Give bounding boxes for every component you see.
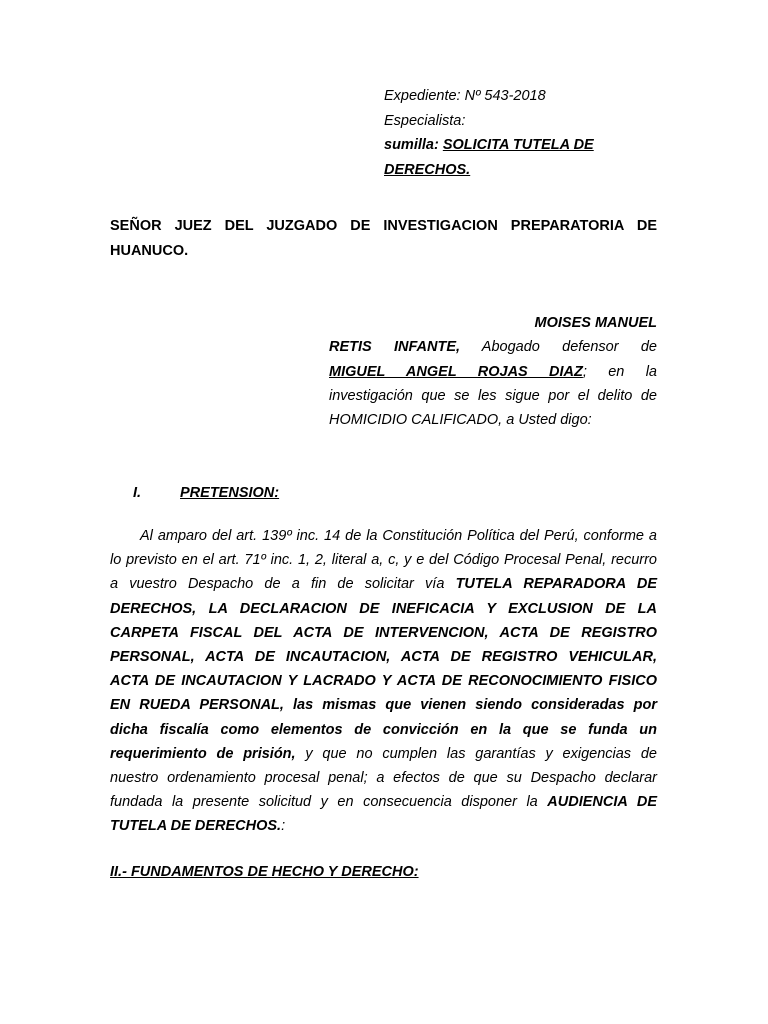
body-line-1: Al amparo del art. 139º inc. 14 de la Constitución Política del Perú, conforme a [140, 528, 657, 544]
pretension-paragraph [110, 524, 657, 839]
body-line-8 [110, 693, 657, 717]
body-line-8-bold: EN RUEDA PERSONAL, [110, 697, 284, 714]
body-line-10-bold: requerimiento de prisión, [110, 745, 296, 762]
case-header [384, 84, 684, 182]
summary [384, 133, 684, 158]
body-line-12-text: fundada la presente solicitud y en consecuencia disponer la [110, 794, 548, 811]
body-line-3-bold: TUTELA REPARADORA DE [455, 576, 657, 593]
party-line-2 [329, 335, 657, 359]
body-line-4: DERECHOS, LA DECLARACION DE INEFICACIA Y EXCLUSION DE LA [110, 600, 657, 617]
party-line-5: HOMICIDIO CALIFICADO, a Usted digo: [329, 412, 592, 429]
specialist-label: Especialista: [384, 112, 466, 129]
summary-continuation [384, 158, 684, 183]
body-line-13 [110, 814, 657, 838]
body-line-10-rest: y que no cumplen las garantías y exigencias de [295, 745, 657, 762]
body-line-13-rest: : [281, 818, 286, 835]
section-1-heading [133, 482, 279, 504]
body-line-8-rest: las mismas que vienen siendo consideradas por [283, 697, 657, 714]
section-1-title: PRETENSION: [180, 485, 280, 501]
case-number: Expediente: Nº 543-2018 [384, 88, 546, 104]
summary-value-2: DERECHOS. [384, 161, 471, 178]
summary-value: SOLICITA TUTELA DE [442, 137, 594, 153]
body-line-11: nuestro ordenamiento procesal penal; a efectos de que su Despacho declarar [110, 770, 657, 787]
party-line-3 [329, 360, 657, 384]
section-1-number: I. [133, 485, 142, 501]
lawyer-surname: RETIS INFANTE, [329, 339, 461, 356]
section-2-heading: II.- FUNDAMENTOS DE HECHO Y DERECHO: [110, 864, 419, 880]
appearing-party [329, 311, 657, 432]
body-line-12 [110, 790, 657, 814]
body-line-5: CARPETA FISCAL DEL ACTA DE INTERVENCION, ACTA DE REGISTRO [110, 624, 657, 641]
body-line-9: dicha fiscalía como elementos de convicción en la que se funda un [110, 721, 657, 738]
party-line-1: MOISES MANUEL [534, 315, 657, 331]
party-line-3-rest: ; en la [582, 363, 657, 380]
body-line-3-text: a vuestro Despacho de a fin de solicitar vía [110, 576, 456, 593]
body-line-12-bold: AUDIENCIA DE [547, 794, 657, 811]
party-line-4: investigación que se les sigue por el delito de [329, 387, 657, 404]
summary-label: sumilla: [384, 137, 443, 153]
body-line-2: lo previsto en el art. 71º inc. 1, 2, literal a, c, y e del Código Procesal Penal, recurro [110, 552, 657, 569]
body-line-3 [110, 572, 657, 596]
addressee-line-2: HUANUCO. [110, 243, 189, 259]
body-line-10 [110, 742, 657, 766]
client-name: MIGUEL ANGEL ROJAS DIAZ [329, 363, 583, 380]
body-line-7: ACTA DE INCAUTACION Y LACRADO Y ACTA DE RECONOCIMIENTO FISICO [110, 673, 657, 690]
addressee-line-1: SEÑOR JUEZ DEL JUZGADO DE INVESTIGACION PREPARATORIA DE [110, 218, 657, 234]
addressee [110, 214, 657, 264]
body-line-6: PERSONAL, ACTA DE INCAUTACION, ACTA DE REGISTRO VEHICULAR, [110, 649, 657, 666]
body-line-13-bold: TUTELA DE DERECHOS. [110, 818, 282, 835]
lawyer-role: Abogado defensor de [460, 339, 657, 356]
